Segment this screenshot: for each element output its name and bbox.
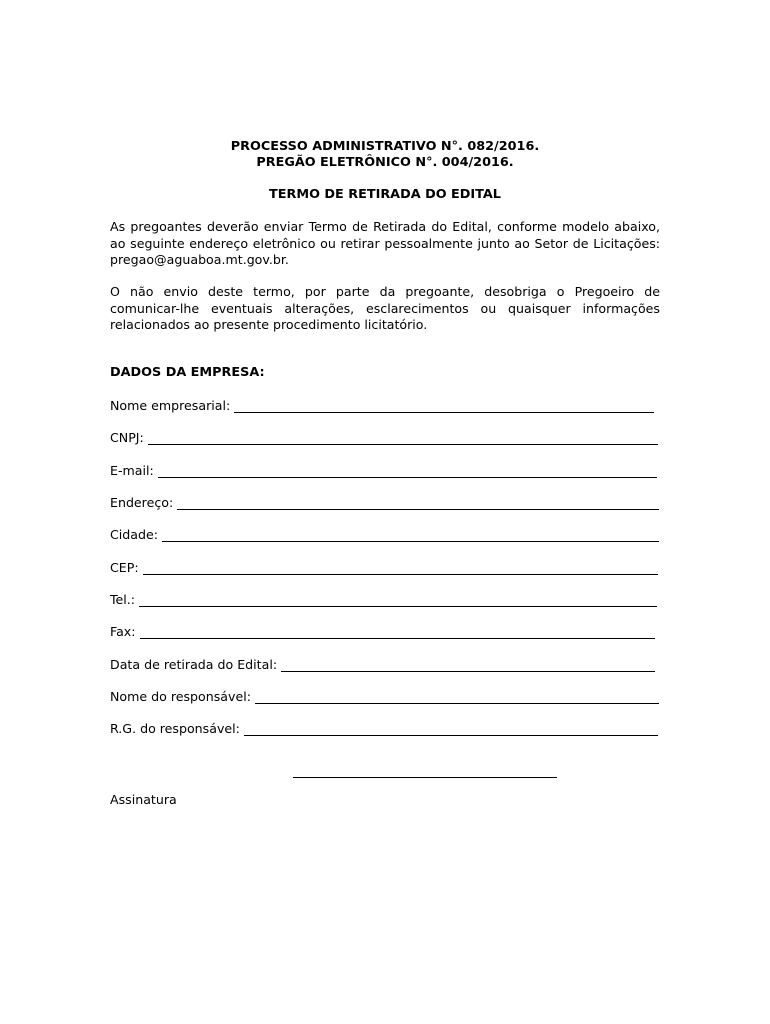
cep-field[interactable] xyxy=(110,557,658,575)
blank-line[interactable] xyxy=(255,690,659,704)
document-title: TERMO DE RETIRADA DO EDITAL xyxy=(269,187,501,202)
fax-field[interactable] xyxy=(110,621,655,639)
signature-line[interactable] xyxy=(293,777,557,778)
blank-line[interactable] xyxy=(158,464,657,478)
process-number-heading: PROCESSO ADMINISTRATIVO N°. 082/2016. xyxy=(230,139,540,154)
field-label: CEP: xyxy=(110,560,139,575)
responsible-rg-field[interactable] xyxy=(110,718,658,736)
blank-line[interactable] xyxy=(143,561,658,575)
field-label: E-mail: xyxy=(110,463,154,478)
company-name-field[interactable] xyxy=(110,395,654,413)
city-field[interactable] xyxy=(110,524,659,542)
cnpj-field[interactable] xyxy=(110,427,658,445)
blank-line[interactable] xyxy=(140,625,655,639)
blank-line[interactable] xyxy=(281,658,655,672)
blank-line[interactable] xyxy=(139,593,657,607)
blank-line[interactable] xyxy=(234,399,654,413)
phone-field[interactable] xyxy=(110,589,657,607)
blank-line[interactable] xyxy=(244,722,658,736)
field-label: Endereço: xyxy=(110,495,174,510)
blank-line[interactable] xyxy=(148,431,658,445)
field-label: Fax: xyxy=(110,624,136,639)
field-label: Nome do responsável: xyxy=(110,689,251,704)
instructions-paragraph: As pregoantes deverão enviar Termo de Retirada do Edital, conforme modelo abaixo, ao seguinte endereço eletrônico ou retirar pessoalmente junto ao Setor de Licitações: pregao@aguaboa.mt.gov.br. xyxy=(110,219,660,267)
address-field[interactable] xyxy=(110,492,659,510)
pregao-number-heading: PREGÃO ELETRÔNICO N°. 004/2016. xyxy=(256,155,514,170)
field-label: Nome empresarial: xyxy=(110,398,231,413)
blank-line[interactable] xyxy=(177,496,659,510)
disclaimer-paragraph: O não envio deste termo, por parte da pregoante, desobriga o Pregoeiro de comunicar-lhe eventuais alterações, esclarecimentos ou quaisquer informações relacionados ao presente procedimento licitatório. xyxy=(110,284,660,332)
signature-label: Assinatura xyxy=(110,792,177,807)
field-label: Data de retirada do Edital: xyxy=(110,657,278,672)
withdrawal-date-field[interactable] xyxy=(110,654,655,672)
field-label: Tel.: xyxy=(110,592,136,607)
blank-line[interactable] xyxy=(162,528,659,542)
field-label: R.G. do responsável: xyxy=(110,721,240,736)
field-label: Cidade: xyxy=(110,527,158,542)
responsible-name-field[interactable] xyxy=(110,686,659,704)
company-data-section-title: DADOS DA EMPRESA: xyxy=(110,365,265,380)
field-label: CNPJ: xyxy=(110,430,144,445)
email-field[interactable] xyxy=(110,460,657,478)
